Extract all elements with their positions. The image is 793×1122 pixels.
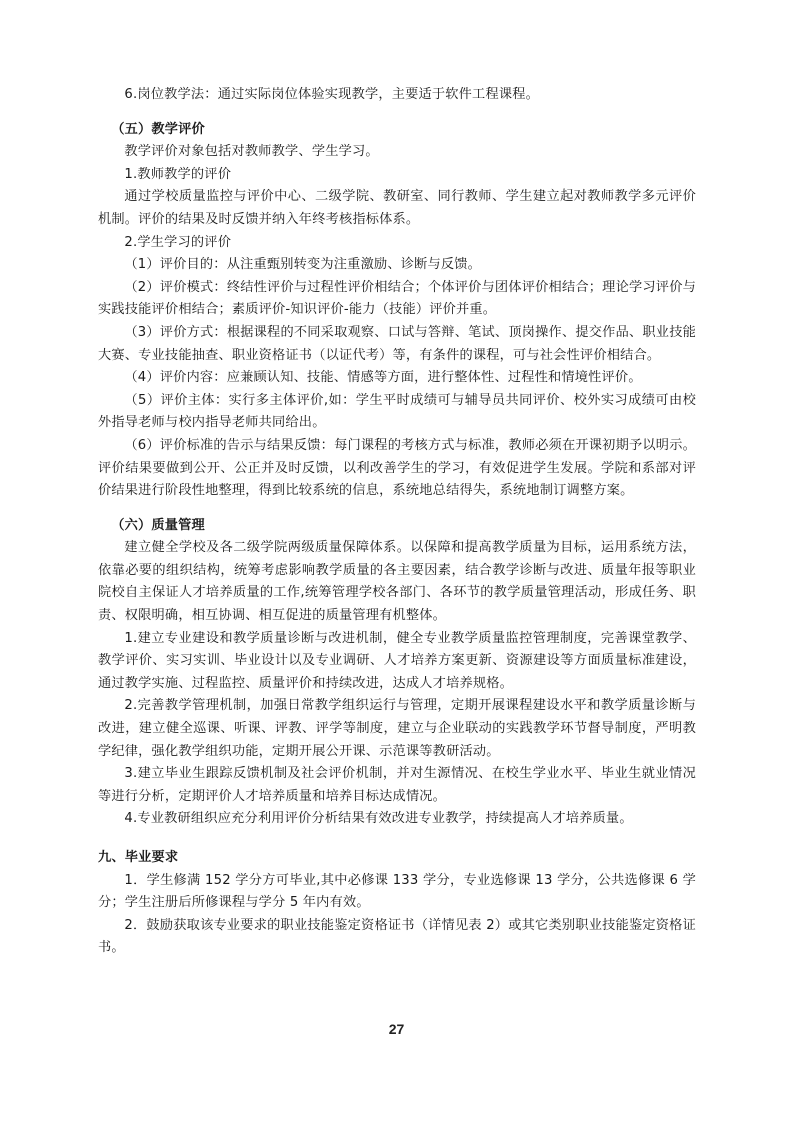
- paragraph: （6）评价标准的告示与结果反馈：每门课程的考核方式与标准，教师必须在开课初期予以明示。评价结果要做到公开、公正并及时反馈，以利改善学生的学习，有效促进学生发展。学院和系部对评价结果进行阶段性地整理，得到比较系统的信息，系统地总结得失，系统地制订调整方案。: [98, 437, 696, 499]
- paragraph: 通过学校质量监控与评价中心、二级学院、教研室、同行教师、学生建立起对教师教学多元评价机制。评价的结果及时反馈并纳入年终考核指标体系。: [98, 189, 696, 227]
- subsection-heading: （五）教学评价: [111, 121, 205, 137]
- page-body: [98, 84, 696, 960]
- page-number: 27: [388, 1021, 405, 1037]
- paragraph: （4）评价内容：应兼顾认知、技能、情感等方面，进行整体性、过程性和情境性评价。: [124, 370, 642, 386]
- section-spacer: [98, 503, 696, 515]
- paragraph: 建立健全学校及各二级学院两级质量保障体系。以保障和提高教学质量为目标，运用系统方法，依靠必要的组织结构，统筹考虑影响教学质量的各主要因素，结合教学诊断与改进、质量年报等职业院校自主保证人才培养质量的工作,统筹管理学校各部门、各环节的教学质量管理活动，形成任务、职责、权限明确，相互协调、相互促进的质量管理有机整体。: [98, 540, 696, 624]
- paragraph: （5）评价主体：实行多主体评价,如：学生平时成绩可与辅导员共同评价、校外实习成绩可由校外指导老师与校内指导老师共同给出。: [98, 392, 696, 431]
- paragraph: 3.建立毕业生跟踪反馈机制及社会评价机制，并对生源情况、在校生学业水平、毕业生就业情况等进行分析，定期评价人才培养质量和培养目标达成情况。: [98, 766, 696, 804]
- paragraph: 2.完善教学管理机制，加强日常教学组织运行与管理，定期开展课程建设水平和教学质量诊断与改进，建立健全巡课、听课、评教、评学等制度，建立与企业联动的实践教学环节督导制度，严明教学纪律，强化教学组织功能，定期开展公开课、示范课等教研活动。: [98, 698, 696, 759]
- paragraph: 1．学生修满 152 学分方可毕业,其中必修课 133 学分，专业选修课 13 学分，公共选修课 6 学分；学生注册后所修课程与学分 5 年内有效。: [98, 872, 696, 911]
- section-spacer: [98, 107, 696, 119]
- paragraph: 6.岗位教学法：通过实际岗位体验实现教学，主要适于软件工程课程。: [124, 87, 539, 102]
- paragraph: 4.专业教研组织应充分利用评价分析结果有效改进专业教学，持续提高人才培养质量。: [124, 811, 633, 827]
- paragraph: 2.学生学习的评价: [124, 234, 232, 250]
- section-spacer: [98, 831, 696, 847]
- paragraph: （2）评价模式：终结性评价与过程性评价相结合；个体评价与团体评价相结合；理论学习评价与实践技能评价相结合；素质评价-知识评价-能力（技能）评价并重。: [98, 279, 696, 318]
- paragraph: 1.教师教学的评价: [124, 166, 232, 182]
- paragraph: 教学评价对象包括对教师教学、学生学习。: [124, 144, 379, 160]
- paragraph: 2．鼓励获取该专业要求的职业技能鉴定资格证书（详情见表 2）或其它类别职业技能鉴定资格证书。: [98, 917, 696, 956]
- section-heading: 九、毕业要求: [98, 850, 179, 865]
- paragraph: （3）评价方式：根据课程的不同采取观察、口试与答辩、笔试、顶岗操作、提交作品、职业技能大赛、专业技能抽查、职业资格证书（以证代考）等，有条件的课程，可与社会性评价相结合。: [98, 324, 696, 363]
- paragraph: 1.建立专业建设和教学质量诊断与改进机制，健全专业教学质量监控管理制度，完善课堂教学、教学评价、实习实训、毕业设计以及专业调研、人才培养方案更新、资源建设等方面质量标准建设，通过教学实施、过程监控、质量评价和持续改进，达成人才培养规格。: [98, 630, 696, 691]
- subsection-heading: （六）质量管理: [111, 517, 205, 533]
- paragraph: （1）评价目的：从注重甄别转变为注重激励、诊断与反馈。: [124, 257, 482, 273]
